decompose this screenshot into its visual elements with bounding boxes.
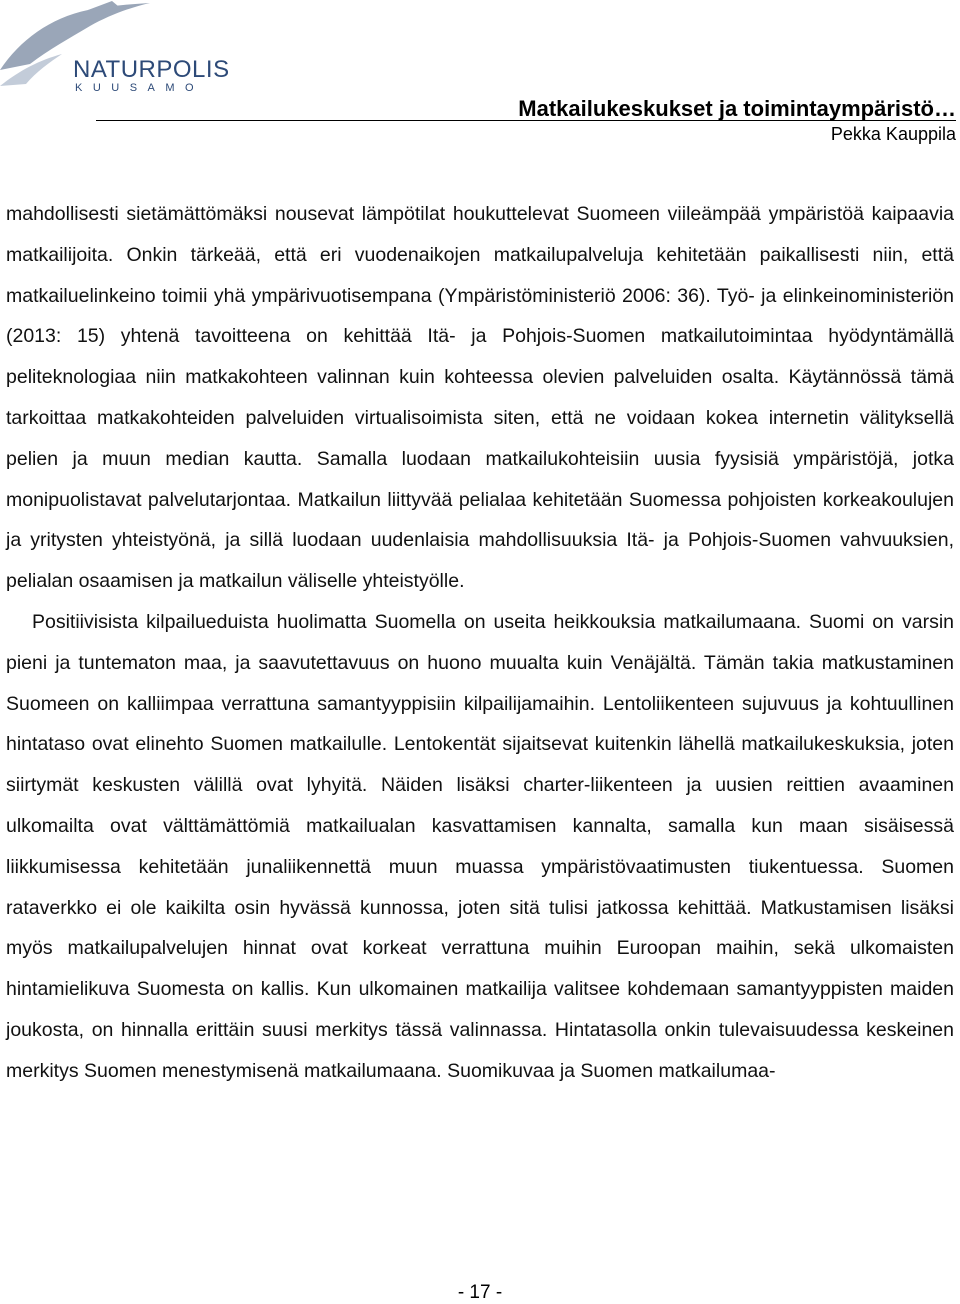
page-number: - 17 -: [457, 1282, 503, 1303]
naturpolis-logo: [0, 0, 230, 100]
logo-wordmark: NATURPOLIS: [73, 56, 230, 83]
header-author: Pekka Kauppila: [830, 124, 956, 144]
header-title: Matkailukeskukset ja toimintaympäristö…: [518, 96, 956, 121]
document-body: [6, 194, 954, 1092]
header-divider: [96, 120, 956, 121]
body-paragraph: mahdollisesti sietämättömäksi nousevat lämpötilat houkuttelevat Suomeen viileämpää ympäristöä kaipaavia matkailijoita. Onkin tärkeää, että eri vuodenaikojen matkailupalveluja kehitetään paikallisesti niin, että matkailuelinkeino toimii yhä ympärivuotisempana (Ympäristöministeriö 2006: 36). Työ- ja elinkeinoministeriön (2013: 15) yhtenä tavoitteena on kehittää Itä- ja Pohjois-Suomen matkailutoimintaa hyödyntämällä peliteknologiaa niin matkakohteen valinnan kuin kohteessa olevien palveluiden osalta. Käytännössä tämä tarkoittaa matkakohteiden palveluiden virtualisoimista siten, että ne voidaan kokea internetin välityksellä pelien ja muun median kautta. Samalla luodaan matkailukohteisiin uusia fyysisiä ympäristöjä, jotka monipuolistavat palvelutarjontaa. Matkailun liittyvää pelialaa kehitetään Suomessa pohjoisten korkeakoulujen ja yritysten yhteistyönä, ja sillä luodaan uudenlaisia mahdollisuuksia Itä- ja Pohjois-Suomen vahvuuksien, pelialan osaamisen ja matkailun väliselle yhteistyölle.: [6, 203, 954, 593]
logo-subtitle: KUUSAMO: [75, 82, 205, 94]
body-paragraph: Positiivisista kilpailueduista huolimatta Suomella on useita heikkouksia matkailumaana. Suomi on varsin pieni ja tuntematon maa, ja saavutettavuus on huono muualta kuin Venäjältä. Tämän takia matkustaminen Suomeen on kalliimpaa verrattuna samantyyppisiin kilpailijamaihin. Lentoliikenteen sujuvuus ja kohtuullinen hintataso ovat elinehto Suomen matkailulle. Lentokentät sijaitsevat kuitenkin lähellä matkailukeskuksia, joten siirtymät keskusten välillä ovat lyhyitä. Näiden lisäksi charter-liikenteen ja uusien reittien avaaminen ulkomailta ovat välttämättömiä matkailualan kasvattamisen kannalta, samalla kun maan sisäisessä liikkumisessa kehitetään junaliikennettä muun muassa ympäristövaatimusten tiukentuessa. Suomen rataverkko ei ole kaikilta osin hyvässä kunnossa, joten sitä tulisi jatkossa kehittää. Matkustamisen lisäksi myös matkailupalvelujen hinnat ovat korkeat verrattuna muihin Euroopan maihin, sekä ulkomaisten hintamielikuva Suomesta on kallis. Kun ulkomainen matkailija valitsee kohdemaan samantyyppisten maiden joukosta, on hinnalla erittäin suusi merkitys tässä valinnassa. Hintatasolla onkin tulevaisuudessa keskeinen merkitys Suomen menestymisenä matkailumaana. Suomikuvaa ja Suomen matkailumaa-: [6, 610, 954, 1082]
